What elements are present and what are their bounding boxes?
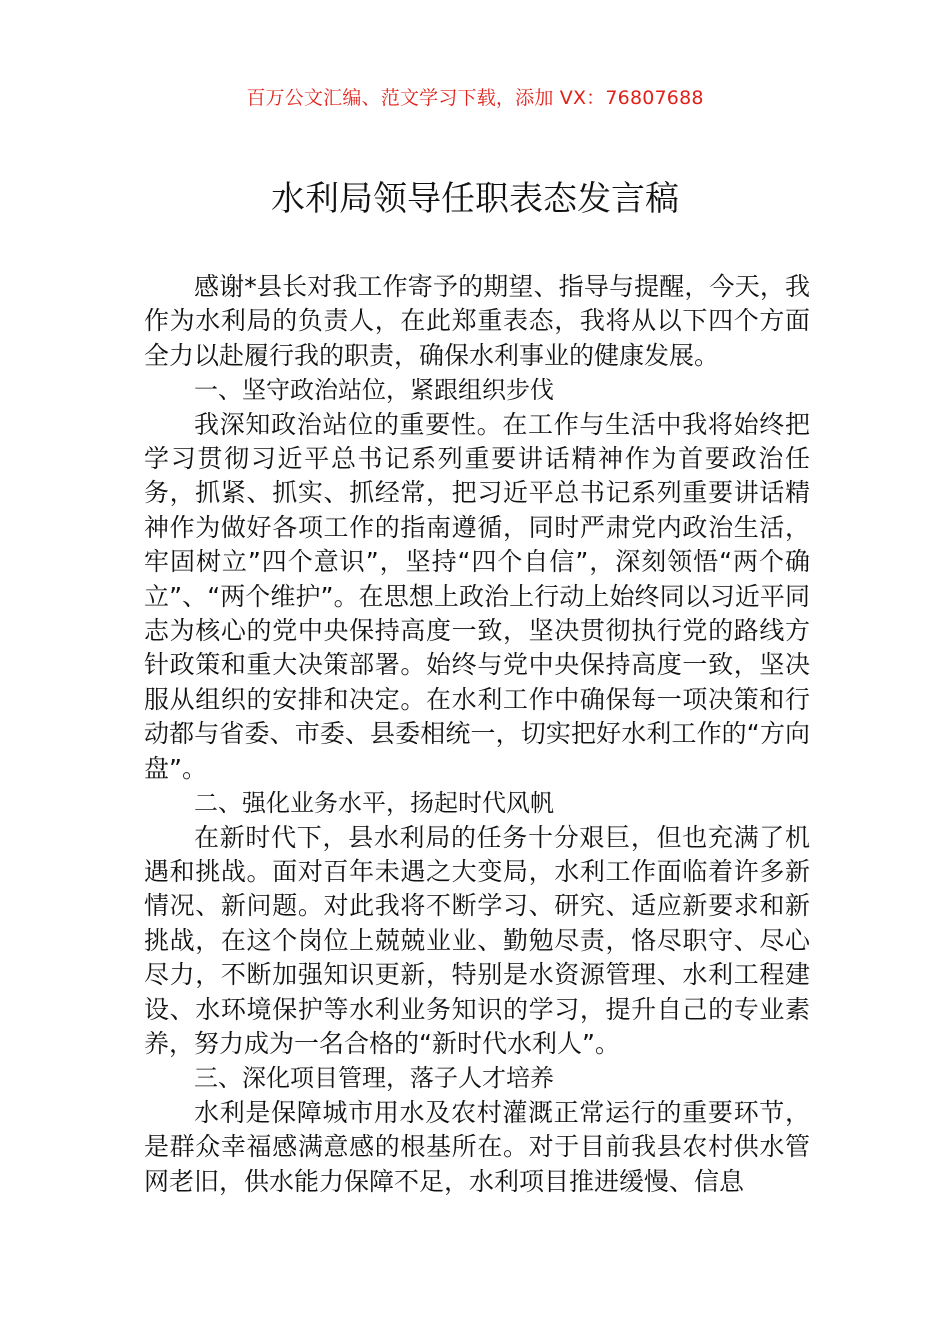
section-heading-3: 三、深化项目管理，落子人才培养 — [194, 1064, 554, 1093]
section-heading-1: 一、坚守政治站位，紧跟组织步伐 — [194, 376, 554, 405]
document-title: 水利局领导任职表态发言稿 — [271, 179, 679, 219]
watermark-banner: 百万公文汇编、范文学习下载，添加 VX：76807688 — [246, 87, 704, 109]
document-body — [144, 270, 810, 1199]
paragraph-section-1: 我深知政治站位的重要性。在工作与生活中我将始终把学习贯彻习近平总书记系列重要讲话精神作为首要政治任务，抓紧、抓实、抓经常，把习近平总书记系列重要讲话精神作为做好各项工作的指南遵循，同时严肃党内政治生活，牢固树立”四个意识”，坚持“四个自信”，深刻领悟“两个确立”、“两个维护”。在思想上政治上行动上始终同以习近平同志为核心的党中央保持高度一致，坚决贯彻执行党的路线方针政策和重大决策部署。始终与党中央保持高度一致，坚决服从组织的安排和决定。在水利工作中确保每一项决策和行动都与省委、市委、县委相统一，切实把好水利工作的“方向盘”。 — [144, 409, 810, 783]
section-heading-2: 二、强化业务水平，扬起时代风帆 — [194, 789, 554, 818]
paragraph-section-3: 水利是保障城市用水及农村灌溉正常运行的重要环节，是群众幸福感满意感的根基所在。对于目前我县农村供水管网老旧，供水能力保障不足，水利项目推进缓慢、信息 — [144, 1097, 810, 1196]
paragraph-intro: 感谢*县长对我工作寄予的期望、指导与提醒，今天，我作为水利局的负责人，在此郑重表态，我将从以下四个方面全力以赴履行我的职责，确保水利事业的健康发展。 — [144, 272, 810, 370]
paragraph-section-2: 在新时代下，县水利局的任务十分艰巨，但也充满了机遇和挑战。面对百年未遇之大变局，水利工作面临着许多新情况、新问题。对此我将不断学习、研究、适应新要求和新挑战，在这个岗位上兢兢业业、勤勉尽责，恪尽职守、尽心尽力，不断加强知识更新，特别是水资源管理、水利工程建设、水环境保护等水利业务知识的学习，提升自己的专业素养，努力成为一名合格的“新时代水利人”。 — [144, 822, 810, 1058]
